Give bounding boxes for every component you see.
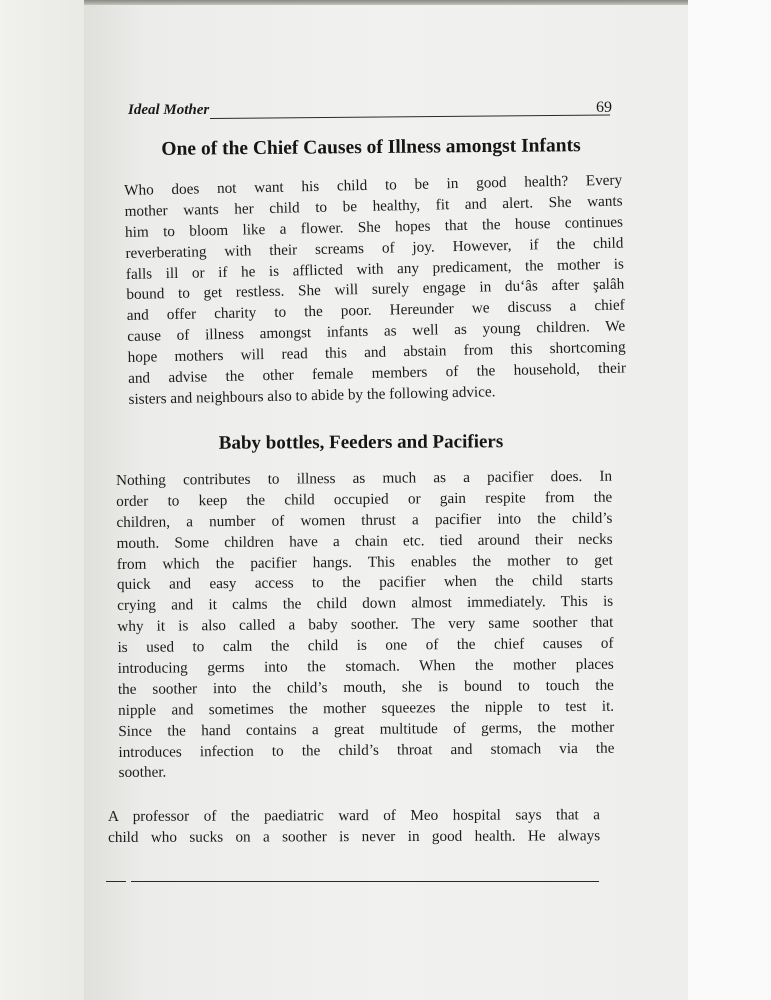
text-line: quick and easy access to the pacifier when the child starts — [116, 572, 614, 594]
text-line: him to bloom like a flower. She hopes that the house continues — [124, 213, 624, 241]
text-line: the soother into the child’s mouth, she is bound to touch the — [117, 676, 614, 698]
text-line: child who sucks on a soother is never in good health. He always — [108, 827, 601, 846]
text-line: soother. — [118, 764, 167, 782]
text-line: A professor of the paediatric ward of Meo hospital says that a — [108, 806, 601, 825]
text-line: mouth. Some children have a chain etc. tied around their necks — [116, 530, 613, 552]
paragraph-pacifiers — [116, 467, 615, 785]
page-number: 69 — [596, 99, 612, 116]
text-line: Who does not want his child to be in good health? Every — [124, 171, 623, 199]
text-line: bound to get restless. She will surely engage in du‘âs after şalâh — [126, 276, 625, 304]
text-line: introduces infection to the child’s throat and stomach via the — [118, 739, 615, 761]
text-line: is used to calm the child is one of the chief causes of — [117, 634, 614, 657]
left-page-edge — [0, 0, 84, 1000]
right-background — [688, 0, 771, 1000]
text-line: why it is also called a baby soother. The very same soother that — [117, 613, 614, 636]
text-line: and advise the other female members of the household, their — [127, 359, 627, 387]
paragraph-intro — [124, 171, 627, 411]
section-title: Baby bottles, Feeders and Pacifiers — [218, 431, 504, 454]
text-line: falls ill or if he is afflicted with any predicament, the mother is — [125, 255, 625, 283]
text-line: cause of illness amongst infants as well as young children. We — [127, 317, 626, 346]
text-line: sisters and neighbours also to abide by the following advice. — [128, 383, 496, 408]
chapter-title: One of the Chief Causes of Illness amongst Infants — [161, 135, 581, 160]
text-line: Nothing contributes to illness as much as a pacifier does. In — [116, 467, 613, 489]
running-head-title: Ideal Mother — [128, 102, 210, 118]
text-line: mother wants her child to be healthy, fit and alert. She wants — [124, 192, 623, 220]
text-line: Since the hand contains a great multitude of germs, the mother — [118, 718, 615, 740]
text-line: hope mothers will read this and abstain from this shortcoming — [127, 338, 626, 367]
text-line: from which the pacifier hangs. This enables the mother to get — [116, 551, 613, 573]
book-page — [84, 5, 688, 1000]
text-line: order to keep the child occupied or gain respite from the — [116, 488, 613, 510]
text-line: and offer charity to the poor. Hereunder we discuss a chief — [126, 296, 625, 325]
text-line: crying and it calms the child down almost immediately. This is — [117, 593, 614, 615]
footer-rule — [131, 881, 599, 882]
text-line: introducing germs into the stomach. When the mother places — [117, 655, 614, 678]
text-line: reverberating with their screams of joy. However, if the child — [125, 234, 624, 262]
text-line: nipple and sometimes the mother squeezes the nipple to test it. — [118, 697, 615, 719]
paragraph-professor — [108, 805, 600, 848]
footer-rule-short — [106, 881, 126, 882]
text-line: children, a number of women thrust a pacifier into the child’s — [116, 509, 613, 531]
